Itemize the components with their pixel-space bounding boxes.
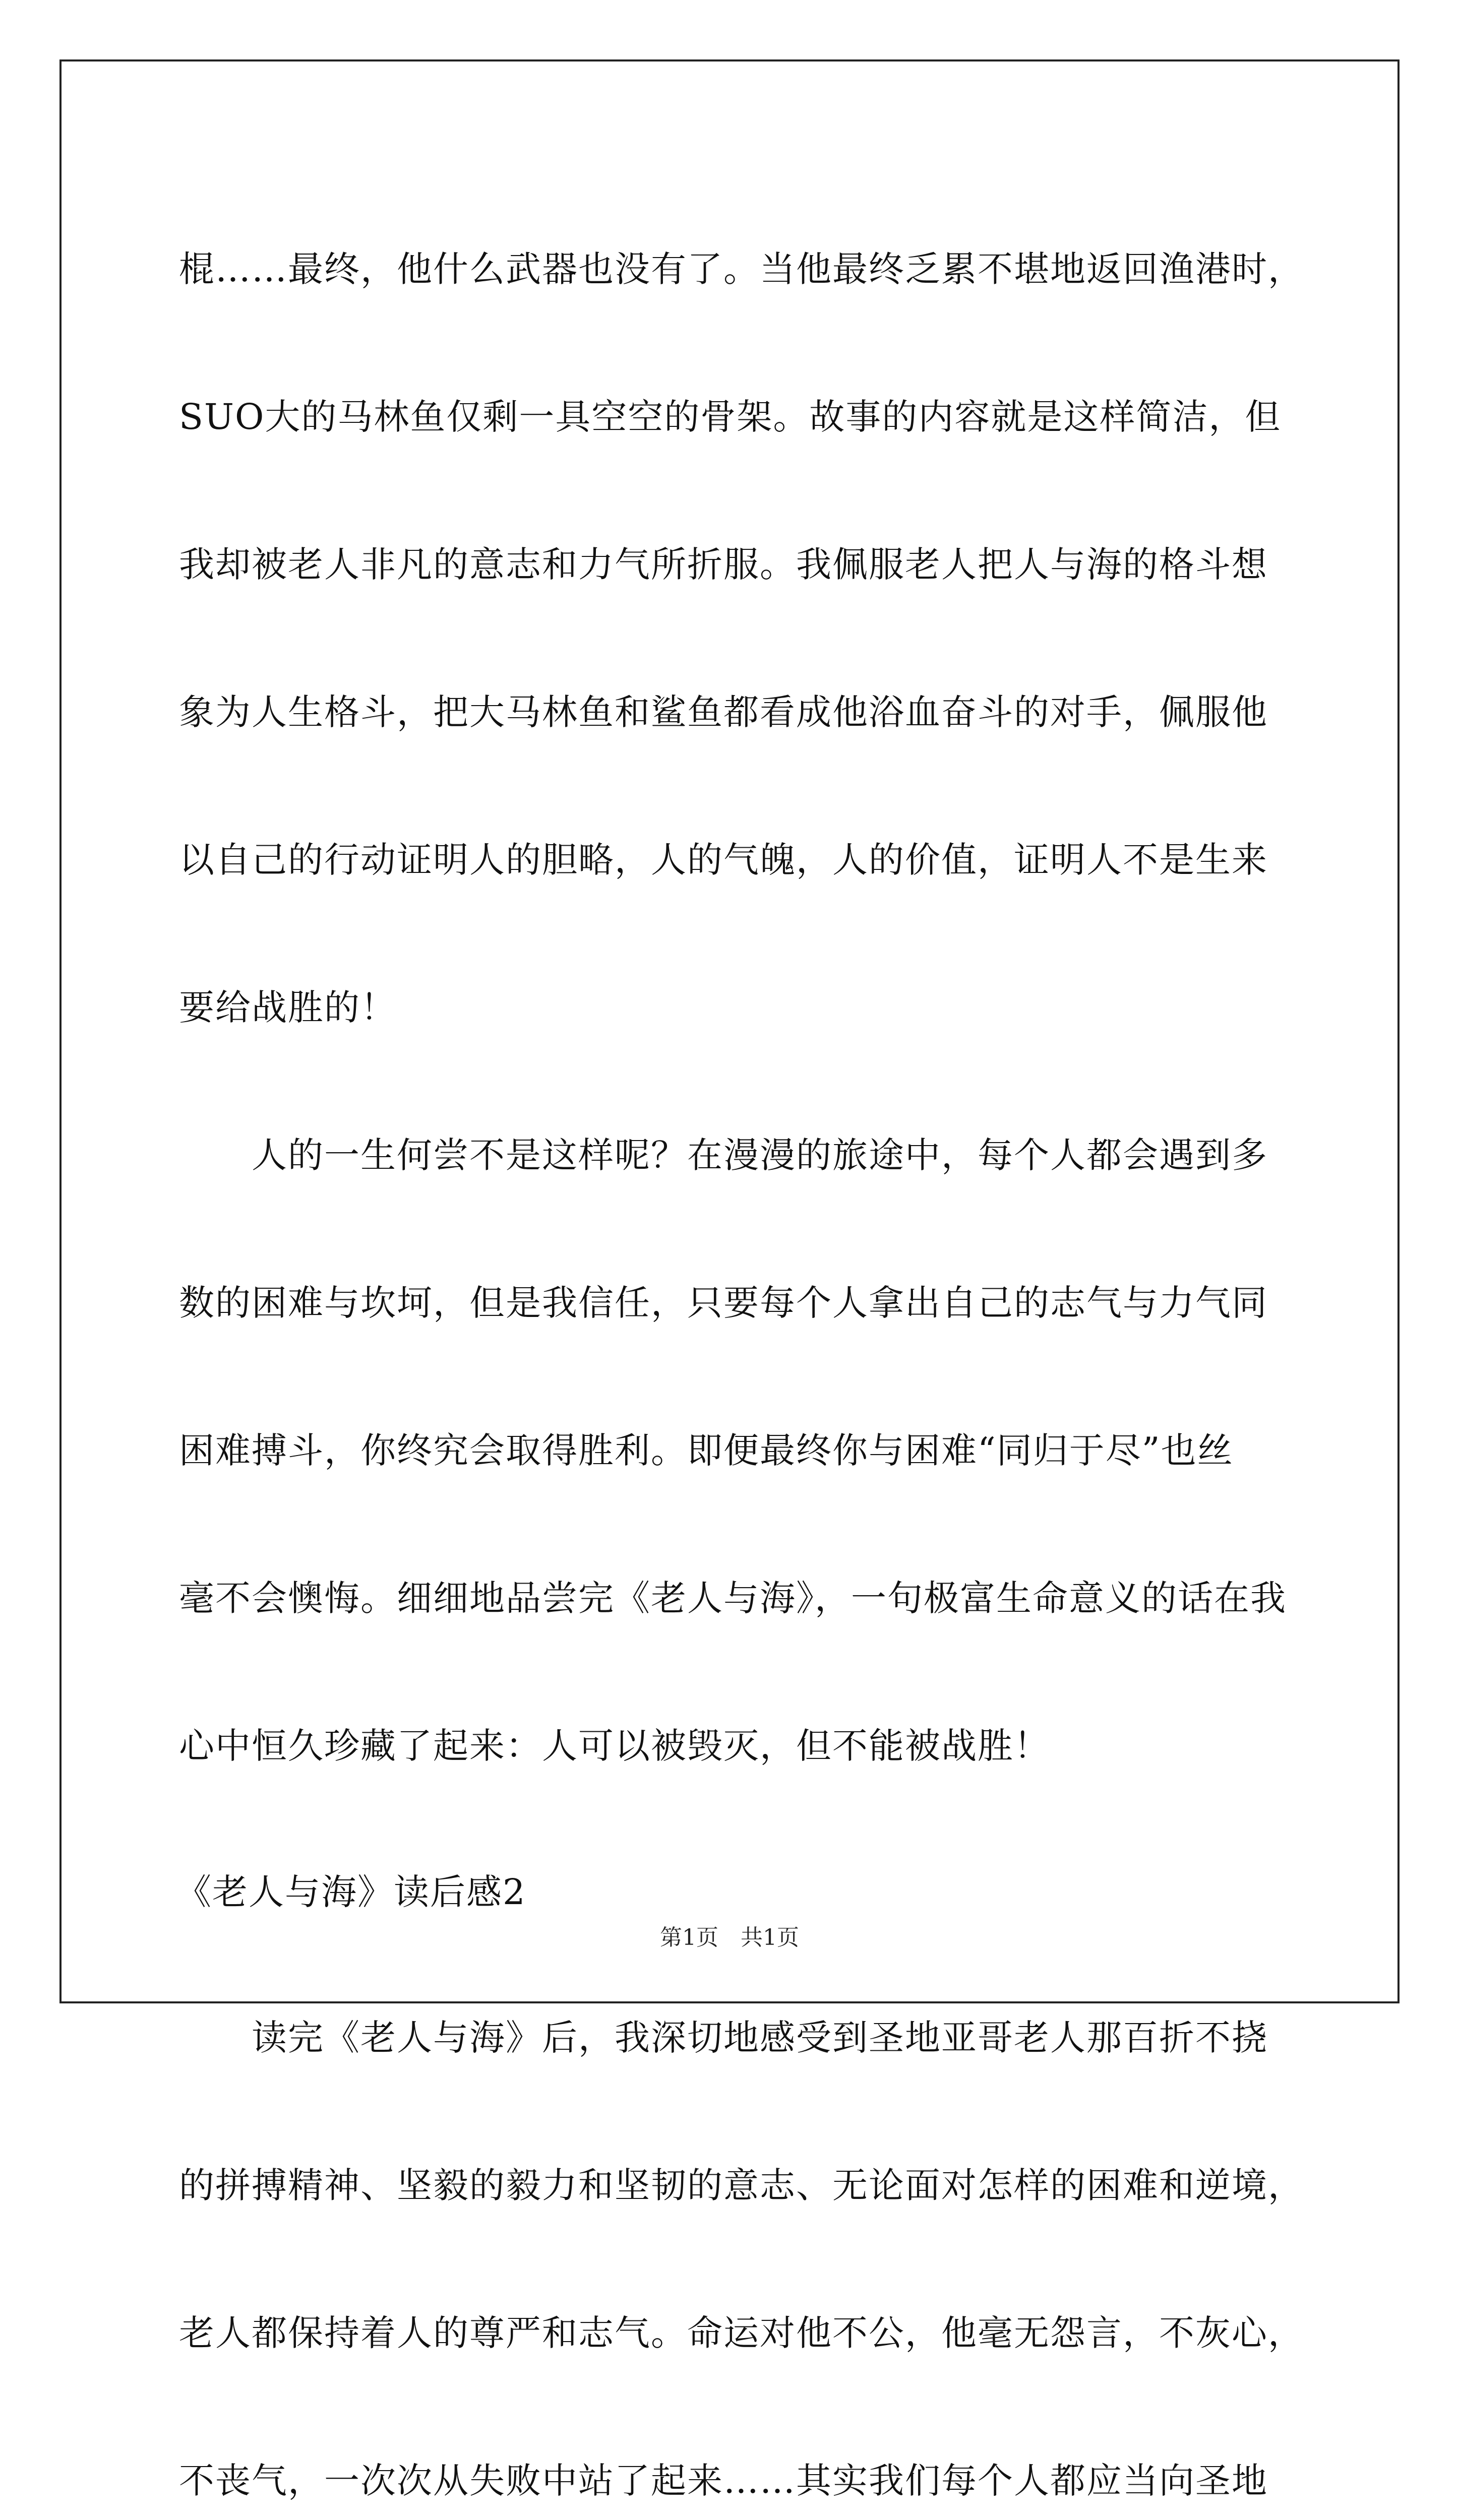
text-line: 数的困难与坎坷，但是我信任，只要每个人拿出自己的志气与力气同	[179, 1282, 1268, 1324]
text-line: 我却被老人非凡的意志和力气所折服。我佩服老人把人与海的格斗想	[179, 544, 1268, 585]
text-line: 老人都保持着人的尊严和志气。命运对他不公，他毫无怨言，不灰心，	[179, 2312, 1304, 2354]
page-number: 第1页 共1页	[660, 1925, 799, 1950]
text-line: 心中恒久珍藏了起来：人可以被毁灭，但不能被战胜！	[179, 1725, 1050, 1767]
text-line: 要给战胜的！	[179, 987, 397, 1028]
text-line: 不丧气，一次次从失败中站了起来……其实我们每个人都应当向圣地	[179, 2460, 1268, 2501]
text-line: 以自己的行动证明人的胆略，人的气魄，人的价值，证明人不是生来	[179, 839, 1268, 880]
text-line: 人的一生何尝不是这样呢？在漫漫的旅途中，每个人都会遇到多	[179, 1135, 1268, 1176]
text-line: 象为人生格斗，把大马林鱼和鲨鱼都看成他浴血奋斗的对手，佩服他	[179, 691, 1268, 733]
text-line: 读完《老人与海》后，我深切地感受到圣地亚哥老人那百折不挠	[179, 2017, 1268, 2058]
text-line: 毫不会懊悔。细细地品尝完《老人与海》，一句极富生命意义的话在我	[179, 1578, 1287, 1619]
text-line: 的拼搏精神、坚毅的毅力和坚韧的意志、无论面对怎样的困难和逆境，	[179, 2165, 1304, 2206]
text-line: SUO大的马林鱼仅剩一具空空的骨架。故事的内容就是这样简洁，但	[179, 396, 1282, 437]
text-line: 棍……最终，他什么武器也没有了。当他最终乏累不堪地返回渔港时，	[179, 248, 1304, 290]
section-heading: 《老人与海》读后感2	[176, 1871, 526, 1913]
document-body	[176, 193, 1304, 2520]
text-line: 困难搏斗，你终究会取得胜利。即便最终你与困难“同归于尽”也丝	[179, 1430, 1234, 1471]
